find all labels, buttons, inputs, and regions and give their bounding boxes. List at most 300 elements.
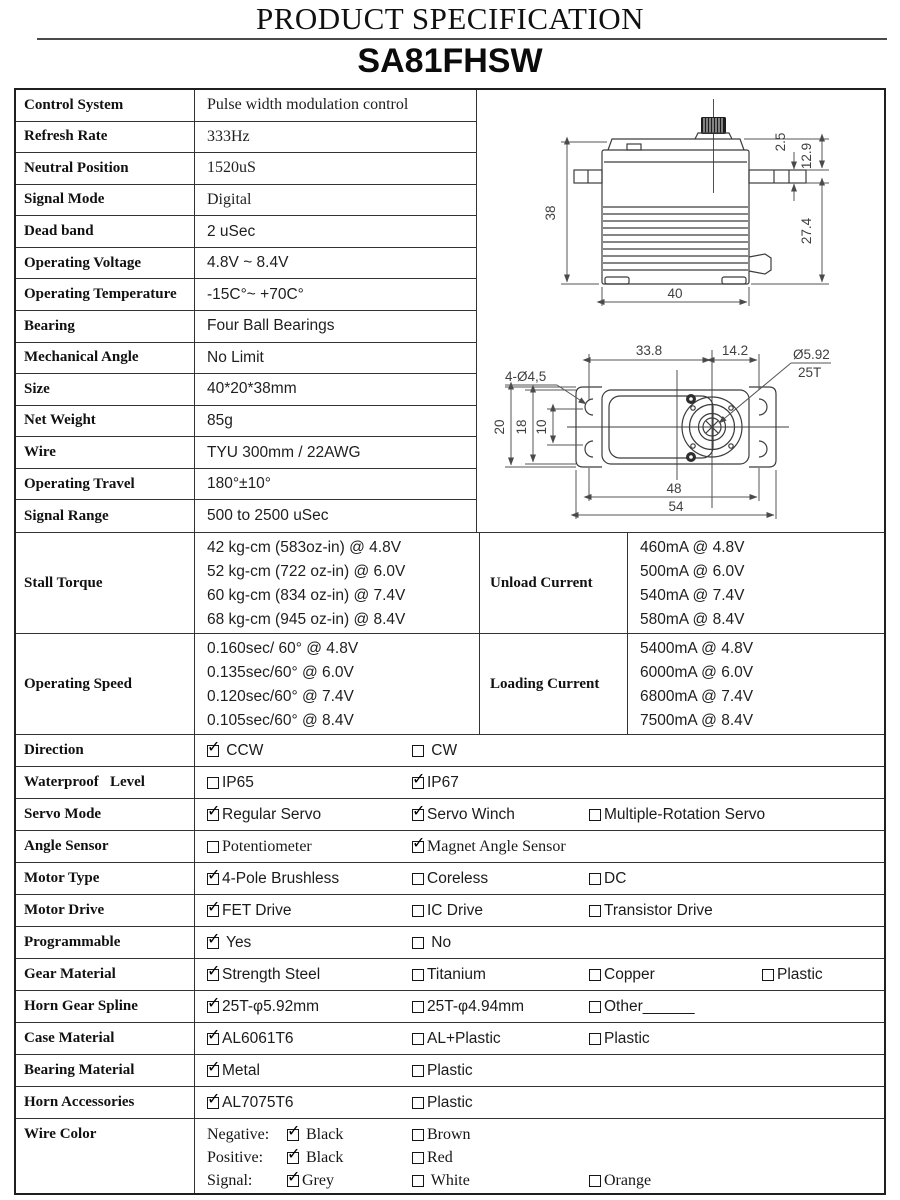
torque-label: [16, 533, 195, 633]
current-value-line: 460mA @ 4.8V: [640, 539, 745, 556]
option-item-label: Regular Servo: [222, 805, 322, 823]
spec-value-text: 333Hz: [207, 127, 250, 145]
option-cell: [195, 959, 884, 990]
checkbox-icon: [762, 969, 774, 981]
model-name: SA81FHSW: [357, 42, 543, 80]
spec-label: [16, 122, 195, 153]
option-item-label: Copper: [604, 965, 655, 983]
option-item-label: Strength Steel: [222, 965, 321, 983]
torque-row: [16, 633, 884, 734]
option-item: [589, 1030, 650, 1048]
wire-option-label: Black: [302, 1148, 344, 1166]
wire-option-item: [412, 1149, 453, 1167]
checkbox-icon: [207, 1033, 219, 1045]
dim-38: 38: [543, 205, 558, 221]
option-cell: [195, 799, 884, 830]
option-label-text: Waterproof Level: [24, 774, 145, 790]
spec-label: [16, 216, 195, 247]
checkbox-icon: [412, 1033, 424, 1045]
spec-label: [16, 248, 195, 279]
option-item: [412, 806, 515, 824]
spec-table: [14, 88, 886, 1195]
checkbox-icon: [589, 1175, 601, 1187]
torque-label-text: Stall Torque: [24, 574, 103, 591]
spec-value-text: Pulse width modulation control: [207, 96, 409, 114]
spec-label: [16, 90, 195, 121]
spec-label: [16, 374, 195, 405]
option-cell: [195, 1055, 884, 1086]
spec-value-text: TYU 300mm / 22AWG: [207, 443, 361, 461]
checkbox-icon: [207, 905, 219, 917]
checkbox-icon: [412, 1001, 424, 1013]
checkbox-icon: [589, 873, 601, 885]
checkbox-icon: [207, 969, 219, 981]
torque-value-line: 42 kg-cm (583oz-in) @ 4.8V: [207, 539, 402, 556]
option-item-label: Other______: [604, 997, 695, 1015]
option-item-label: AL+Plastic: [427, 1029, 501, 1047]
spec-label-text: Mechanical Angle: [24, 349, 139, 366]
option-label-text: Gear Material: [24, 966, 116, 982]
option-label: [16, 863, 195, 894]
spec-value: [195, 279, 476, 310]
spec-label: [16, 279, 195, 310]
checkbox-icon: [589, 809, 601, 821]
option-label: [16, 895, 195, 926]
option-item: [589, 902, 713, 920]
option-label-text: Servo Mode: [24, 806, 102, 822]
current-value-line: 7500mA @ 8.4V: [640, 712, 754, 729]
option-item-label: AL6061T6: [222, 1029, 294, 1047]
current-value-line: 6800mA @ 7.4V: [640, 688, 754, 705]
option-row: [16, 798, 884, 830]
option-item: [412, 870, 488, 888]
spec-row: [16, 343, 476, 375]
spec-label-text: Signal Range: [24, 507, 109, 524]
spec-rows: [16, 90, 476, 532]
option-cell: [195, 831, 884, 862]
spec-value: [195, 311, 476, 342]
spec-label-text: Net Weight: [24, 412, 96, 429]
option-item-label: Transistor Drive: [604, 901, 713, 919]
option-item-label: Titanium: [427, 965, 486, 983]
spec-value-text: 85g: [207, 411, 233, 429]
option-item-label: DC: [604, 869, 627, 887]
option-cell: [195, 1087, 884, 1118]
checkbox-icon: [412, 1065, 424, 1077]
option-item-label: Plastic: [777, 965, 823, 983]
checkbox-icon: [207, 809, 219, 821]
torque-values: [195, 533, 480, 633]
wire-option-item: [287, 1126, 343, 1144]
options-section: [16, 734, 884, 1118]
option-row: [16, 894, 884, 926]
option-item-label: Plastic: [604, 1029, 650, 1047]
checkbox-icon: [287, 1152, 299, 1164]
wire-option-label: Black: [302, 1125, 344, 1143]
heat-sink-fins: [603, 207, 748, 270]
option-item: [589, 870, 626, 888]
option-item: [589, 998, 695, 1016]
option-item-label: Coreless: [427, 869, 489, 887]
current-values: [628, 533, 884, 633]
wire-option-item: [287, 1149, 343, 1167]
spec-label-text: Signal Mode: [24, 191, 105, 208]
checkbox-icon: [207, 1001, 219, 1013]
option-item: [412, 934, 451, 952]
spec-row: [16, 374, 476, 406]
checkbox-icon: [207, 1097, 219, 1109]
option-item: [207, 1094, 294, 1112]
dim-2-5: 2.5: [773, 132, 788, 152]
spec-table-top-section: [16, 90, 884, 532]
dim-10: 10: [534, 419, 549, 435]
spec-value: [195, 374, 476, 405]
spec-label-text: Refresh Rate: [24, 128, 108, 145]
spec-label: [16, 153, 195, 184]
option-label: [16, 735, 195, 766]
label-spline-teeth: 25T: [798, 365, 822, 380]
wire-color-cell: [195, 1119, 884, 1193]
spec-row: [16, 216, 476, 248]
current-value-line: 580mA @ 8.4V: [640, 611, 745, 628]
option-item-label: IP65: [222, 773, 254, 791]
torque-value-line: 0.120sec/60° @ 7.4V: [207, 688, 354, 705]
option-row: [16, 766, 884, 798]
spec-value-text: 1520uS: [207, 159, 256, 177]
torque-values: [195, 634, 480, 734]
spec-value-text: 180°±10°: [207, 475, 272, 493]
wire-option-item: [589, 1172, 651, 1190]
checkbox-icon: [412, 937, 424, 949]
option-item: [412, 1062, 473, 1080]
wire-option-label: Red: [427, 1148, 453, 1166]
spec-label-text: Wire: [24, 444, 56, 461]
option-item-label: Plastic: [427, 1061, 473, 1079]
dim-33-8: 33.8: [635, 343, 663, 358]
option-label: [16, 831, 195, 862]
option-cell: [195, 863, 884, 894]
checkbox-icon: [207, 841, 219, 853]
spec-row: [16, 437, 476, 469]
option-item: [207, 870, 339, 888]
torque-value-line: 52 kg-cm (722 oz-in) @ 6.0V: [207, 563, 406, 580]
checkbox-icon: [412, 1097, 424, 1109]
spec-value: [195, 248, 476, 279]
option-item: [589, 966, 655, 984]
spec-row: [16, 248, 476, 280]
spec-row: [16, 185, 476, 217]
option-item: [412, 998, 524, 1016]
option-cell: [195, 991, 884, 1022]
option-item: [207, 934, 251, 952]
technical-drawing-cell: [476, 90, 884, 532]
checkbox-icon: [287, 1175, 299, 1187]
spec-value-text: -15C°~ +70C°: [207, 285, 304, 303]
wire-option-item: [287, 1172, 334, 1190]
spec-label: [16, 343, 195, 374]
option-label-text: Programmable: [24, 934, 121, 950]
checkbox-icon: [589, 905, 601, 917]
spec-value: [195, 406, 476, 437]
option-item: [412, 742, 457, 760]
spec-row: [16, 90, 476, 122]
torque-label: [16, 634, 195, 734]
option-item-label: 25T-φ5.92mm: [222, 997, 320, 1015]
option-item: [207, 1030, 294, 1048]
option-label-text: Angle Sensor: [24, 838, 109, 854]
option-item: [207, 1062, 260, 1080]
option-cell: [195, 895, 884, 926]
option-label-text: Horn Gear Spline: [24, 998, 138, 1014]
option-row: [16, 830, 884, 862]
current-label: [480, 533, 628, 633]
option-label-text: Horn Accessories: [24, 1094, 135, 1110]
current-label-text: Unload Current: [490, 574, 593, 591]
spec-row: [16, 153, 476, 185]
option-item-label: CCW: [222, 741, 264, 759]
option-cell: [195, 767, 884, 798]
spec-value: [195, 469, 476, 500]
option-row: [16, 990, 884, 1022]
wire-line-name: Signal:: [207, 1171, 253, 1189]
spec-value: [195, 216, 476, 247]
option-item-label: AL7075T6: [222, 1093, 294, 1111]
checkbox-icon: [412, 969, 424, 981]
wire-color-label-text: Wire Color: [24, 1126, 97, 1142]
spec-value-text: 40*20*38mm: [207, 380, 297, 398]
spec-label-text: Operating Voltage: [24, 254, 142, 271]
option-item-label: Yes: [222, 933, 252, 951]
option-item: [412, 1030, 501, 1048]
spec-row: [16, 279, 476, 311]
spec-value: [195, 185, 476, 216]
spec-label-text: Dead band: [24, 223, 94, 240]
checkbox-icon: [412, 745, 424, 757]
dim-12-9: 12.9: [799, 142, 814, 170]
checkbox-icon: [589, 1033, 601, 1045]
wire-connector: [749, 254, 771, 274]
option-row: [16, 1086, 884, 1118]
spec-value: [195, 343, 476, 374]
dim-40: 40: [667, 286, 683, 301]
option-label: [16, 927, 195, 958]
checkbox-icon: [207, 777, 219, 789]
spec-value-text: 4.8V ~ 8.4V: [207, 254, 289, 272]
checkbox-icon: [412, 1175, 424, 1187]
checkbox-icon: [412, 1129, 424, 1141]
option-item-label: FET Drive: [222, 901, 292, 919]
spec-value-text: No Limit: [207, 348, 264, 366]
checkbox-icon: [589, 969, 601, 981]
option-row: [16, 1022, 884, 1054]
wire-option-item: [412, 1172, 470, 1190]
option-item-label: Multiple-Rotation Servo: [604, 805, 766, 823]
page-title: PRODUCT SPECIFICATION: [255, 1, 645, 36]
wire-option-label: Orange: [604, 1171, 652, 1189]
spec-label: [16, 469, 195, 500]
option-cell: [195, 1023, 884, 1054]
wire-option-label: White: [427, 1171, 470, 1189]
spec-value: [195, 122, 476, 153]
current-value-line: 5400mA @ 4.8V: [640, 640, 754, 657]
option-row: [16, 734, 884, 766]
torque-value-line: 0.160sec/ 60° @ 4.8V: [207, 640, 359, 657]
option-item-label: IC Drive: [427, 901, 483, 919]
torque-current-section: [16, 532, 884, 734]
option-label: [16, 1055, 195, 1086]
dim-27-4: 27.4: [799, 217, 814, 245]
option-item-label: Metal: [222, 1061, 260, 1079]
dim-54: 54: [668, 499, 684, 514]
option-label: [16, 991, 195, 1022]
torque-row: [16, 532, 884, 633]
checkbox-icon: [412, 873, 424, 885]
spec-label: [16, 185, 195, 216]
option-label: [16, 1023, 195, 1054]
dim-20: 20: [492, 419, 507, 435]
option-item-label: Plastic: [427, 1093, 473, 1111]
right-mount-tab: [749, 170, 806, 183]
option-label-text: Direction: [24, 742, 84, 758]
option-item: [207, 742, 263, 760]
spec-label: [16, 500, 195, 532]
current-value-line: 6000mA @ 6.0V: [640, 664, 754, 681]
option-row: [16, 862, 884, 894]
wire-color-section: [16, 1118, 884, 1193]
option-label: [16, 959, 195, 990]
option-item-label: 25T-φ4.94mm: [427, 997, 525, 1015]
technical-drawing: [477, 90, 882, 532]
option-label-text: Motor Drive: [24, 902, 105, 918]
option-item: [762, 966, 823, 984]
spec-value: [195, 153, 476, 184]
torque-value-line: 0.105sec/60° @ 8.4V: [207, 712, 354, 729]
wire-option-item: [412, 1126, 471, 1144]
option-item-label: IP67: [427, 773, 459, 791]
checkbox-icon: [207, 745, 219, 757]
spec-label-text: Operating Temperature: [24, 286, 177, 303]
wire-option-label: Grey: [302, 1171, 334, 1189]
option-label-text: Bearing Material: [24, 1062, 135, 1078]
spec-value: [195, 437, 476, 468]
side-view-drawing: [574, 99, 806, 284]
option-label: [16, 1087, 195, 1118]
wire-line-name: Negative:: [207, 1125, 270, 1143]
dim-18: 18: [514, 419, 529, 435]
spec-label-text: Neutral Position: [24, 159, 129, 176]
checkbox-icon: [589, 1001, 601, 1013]
option-item-label: 4-Pole Brushless: [222, 869, 340, 887]
label-spline-diameter: Ø5.92: [793, 347, 830, 362]
option-row: [16, 1054, 884, 1086]
current-label-text: Loading Current: [490, 675, 600, 692]
spec-label-text: Bearing: [24, 317, 75, 334]
checkbox-icon: [412, 809, 424, 821]
option-item: [412, 838, 566, 856]
spec-value-text: 2 uSec: [207, 222, 256, 240]
spec-value: [195, 90, 476, 121]
wire-color-line: [195, 1169, 884, 1192]
current-values: [628, 634, 884, 734]
spec-label-text: Operating Travel: [24, 475, 135, 492]
spec-row: [16, 311, 476, 343]
checkbox-icon: [287, 1129, 299, 1141]
torque-value-line: 60 kg-cm (834 oz-in) @ 7.4V: [207, 587, 406, 604]
wire-color-label: [16, 1119, 195, 1193]
option-item: [412, 966, 486, 984]
option-item: [412, 902, 483, 920]
option-item-label: Servo Winch: [427, 805, 515, 823]
option-item: [207, 806, 321, 824]
spec-label-text: Size: [24, 380, 50, 397]
checkbox-icon: [207, 937, 219, 949]
dim-48: 48: [666, 481, 682, 496]
option-cell: [195, 927, 884, 958]
option-label: [16, 767, 195, 798]
checkbox-icon: [412, 777, 424, 789]
spec-label-text: Control System: [24, 96, 124, 113]
checkbox-icon: [207, 873, 219, 885]
spec-label: [16, 437, 195, 468]
option-item: [207, 902, 291, 920]
label-mount-holes: 4-Ø4,5: [505, 369, 547, 384]
torque-value-line: 0.135sec/60° @ 6.0V: [207, 664, 354, 681]
option-row: [16, 958, 884, 990]
option-item: [589, 806, 765, 824]
title-divider: [37, 38, 887, 40]
wire-color-row: [16, 1118, 884, 1193]
wire-option-label: Brown: [427, 1125, 471, 1143]
checkbox-icon: [207, 1065, 219, 1077]
spec-value-text: Digital: [207, 190, 252, 208]
spec-row: [16, 406, 476, 438]
option-item: [412, 774, 459, 792]
checkbox-icon: [412, 841, 424, 853]
option-item-label: No: [427, 933, 452, 951]
option-item-label: CW: [427, 741, 458, 759]
option-label-text: Motor Type: [24, 870, 100, 886]
option-item: [207, 998, 319, 1016]
checkbox-icon: [412, 1152, 424, 1164]
option-label-text: Case Material: [24, 1030, 115, 1046]
current-label: [480, 634, 628, 734]
servo-body: [602, 150, 749, 284]
side-view-dimensions: [561, 139, 829, 306]
torque-label-text: Operating Speed: [24, 675, 132, 692]
option-item: [207, 774, 254, 792]
checkbox-icon: [412, 905, 424, 917]
spec-label: [16, 311, 195, 342]
spec-value-text: Four Ball Bearings: [207, 317, 335, 335]
option-item: [207, 966, 320, 984]
spec-value: [195, 500, 476, 532]
torque-value-line: 68 kg-cm (945 oz-in) @ 8.4V: [207, 611, 406, 628]
option-row: [16, 926, 884, 958]
spec-row: [16, 500, 476, 532]
option-cell: [195, 735, 884, 766]
option-item-label: Potentiometer: [222, 837, 312, 855]
option-item: [207, 838, 312, 856]
wire-line-name: Positive:: [207, 1148, 264, 1166]
spec-value-text: 500 to 2500 uSec: [207, 507, 329, 525]
option-label: [16, 799, 195, 830]
current-value-line: 500mA @ 6.0V: [640, 563, 745, 580]
option-item-label: Magnet Angle Sensor: [427, 837, 566, 855]
dim-14-2: 14.2: [721, 343, 749, 358]
spec-label: [16, 406, 195, 437]
option-item: [412, 1094, 473, 1112]
spec-row: [16, 469, 476, 501]
